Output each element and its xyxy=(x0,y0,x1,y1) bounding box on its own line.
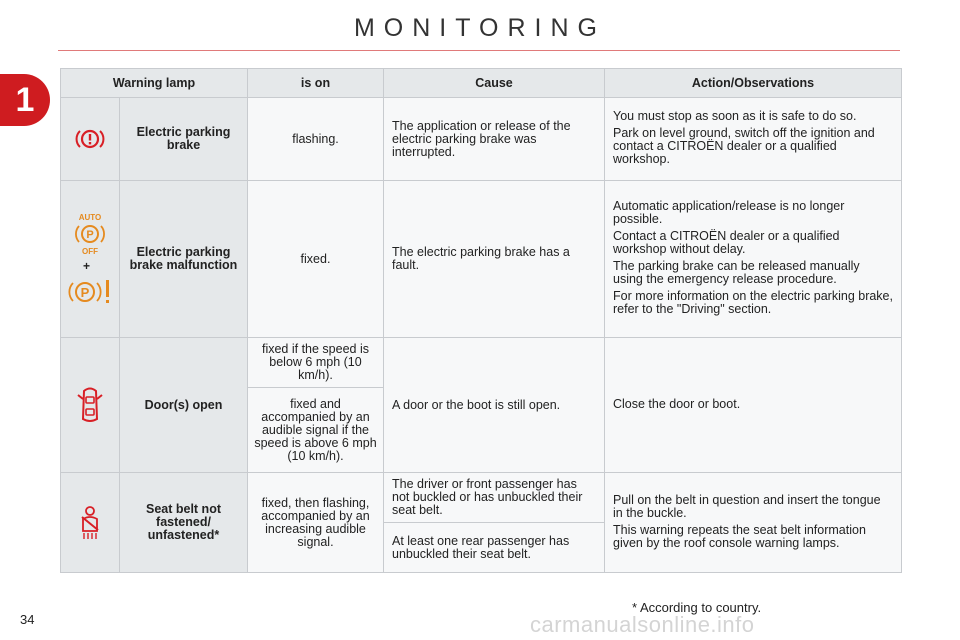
icon-cell xyxy=(61,473,120,573)
auto-parking-brake-off-icon xyxy=(70,212,110,256)
header-cause: Cause xyxy=(384,69,605,98)
is-on-cell: fixed. xyxy=(248,181,384,338)
title-divider xyxy=(58,50,900,51)
icon-cell xyxy=(61,338,120,473)
parking-brake-fault-icon xyxy=(65,277,115,307)
auto-icon-label: AUTO xyxy=(78,212,102,222)
table-header-row xyxy=(61,69,902,98)
watermark: carmanualsonline.info xyxy=(530,612,755,637)
action-text: Automatic application/release is no longer possible. xyxy=(613,199,845,226)
warning-lamp-table xyxy=(60,68,902,573)
action-text: The parking brake can be released manually using the emergency release procedure. xyxy=(613,259,860,286)
table-row xyxy=(61,181,902,338)
cause-cell: At least one rear passenger has unbuckled their seat belt. xyxy=(384,523,605,573)
action-text: Contact a CITROËN dealer or a qualified workshop without delay. xyxy=(613,229,840,256)
cause-cell: The driver or front passenger has not buckled or has unbuckled their seat belt. xyxy=(384,473,605,523)
cause-cell: The electric parking brake has a fault. xyxy=(384,181,605,338)
lamp-name: Electric parking brake malfunction xyxy=(120,181,248,338)
lamp-name: Door(s) open xyxy=(120,338,248,473)
parking-brake-warning-icon xyxy=(75,127,105,151)
page-title: MONITORING xyxy=(353,14,607,42)
is-on-cell: fixed and accompanied by an audible signal if the speed is above 6 mph (10 km/h). xyxy=(248,388,384,473)
action-text: You must stop as soon as it is safe to do so. xyxy=(613,109,857,123)
table-row xyxy=(61,473,902,523)
is-on-cell: fixed if the speed is below 6 mph (10 km/h). xyxy=(248,338,384,388)
is-on-cell: flashing. xyxy=(248,98,384,181)
seat-belt-icon xyxy=(77,505,103,541)
icon-cell xyxy=(61,181,120,338)
page-number: 34 xyxy=(20,612,35,627)
cause-cell: A door or the boot is still open. xyxy=(384,338,605,473)
action-text: Pull on the belt in question and insert the tongue in the buckle. xyxy=(613,492,881,520)
is-on-cell: fixed, then flashing, accompanied by an increasing audible signal. xyxy=(248,473,384,573)
footnote: * According to country. xyxy=(632,600,762,615)
action-cell xyxy=(605,338,902,473)
action-cell xyxy=(605,181,902,338)
door-open-icon xyxy=(76,385,104,425)
cause-cell: The application or release of the electric parking brake was interrupted. xyxy=(384,98,605,181)
plus-sign: + xyxy=(83,258,91,273)
svg-text:P: P xyxy=(86,228,94,241)
action-text: Close the door or boot. xyxy=(613,396,741,411)
header-action: Action/Observations xyxy=(605,69,902,98)
icon-cell xyxy=(61,98,120,181)
table-row xyxy=(61,98,902,181)
chapter-tab: 1 xyxy=(0,74,50,126)
action-text: Park on level ground, switch off the ignition and contact a CITROËN dealer or a qualified workshop. xyxy=(613,126,875,166)
off-icon-label: OFF xyxy=(82,246,98,256)
header-is-on: is on xyxy=(248,69,384,98)
table-row xyxy=(61,338,902,388)
lamp-name: Seat belt not fastened/ unfastened* xyxy=(120,473,248,573)
lamp-name: Electric parking brake xyxy=(120,98,248,181)
action-text: This warning repeats the seat belt information given by the roof console warning lamps. xyxy=(613,522,866,550)
header-warning-lamp: Warning lamp xyxy=(61,69,248,98)
svg-text:P: P xyxy=(80,284,90,300)
action-cell xyxy=(605,98,902,181)
action-cell xyxy=(605,473,902,573)
action-text: For more information on the electric parking brake, refer to the "Driving" section. xyxy=(613,289,893,316)
